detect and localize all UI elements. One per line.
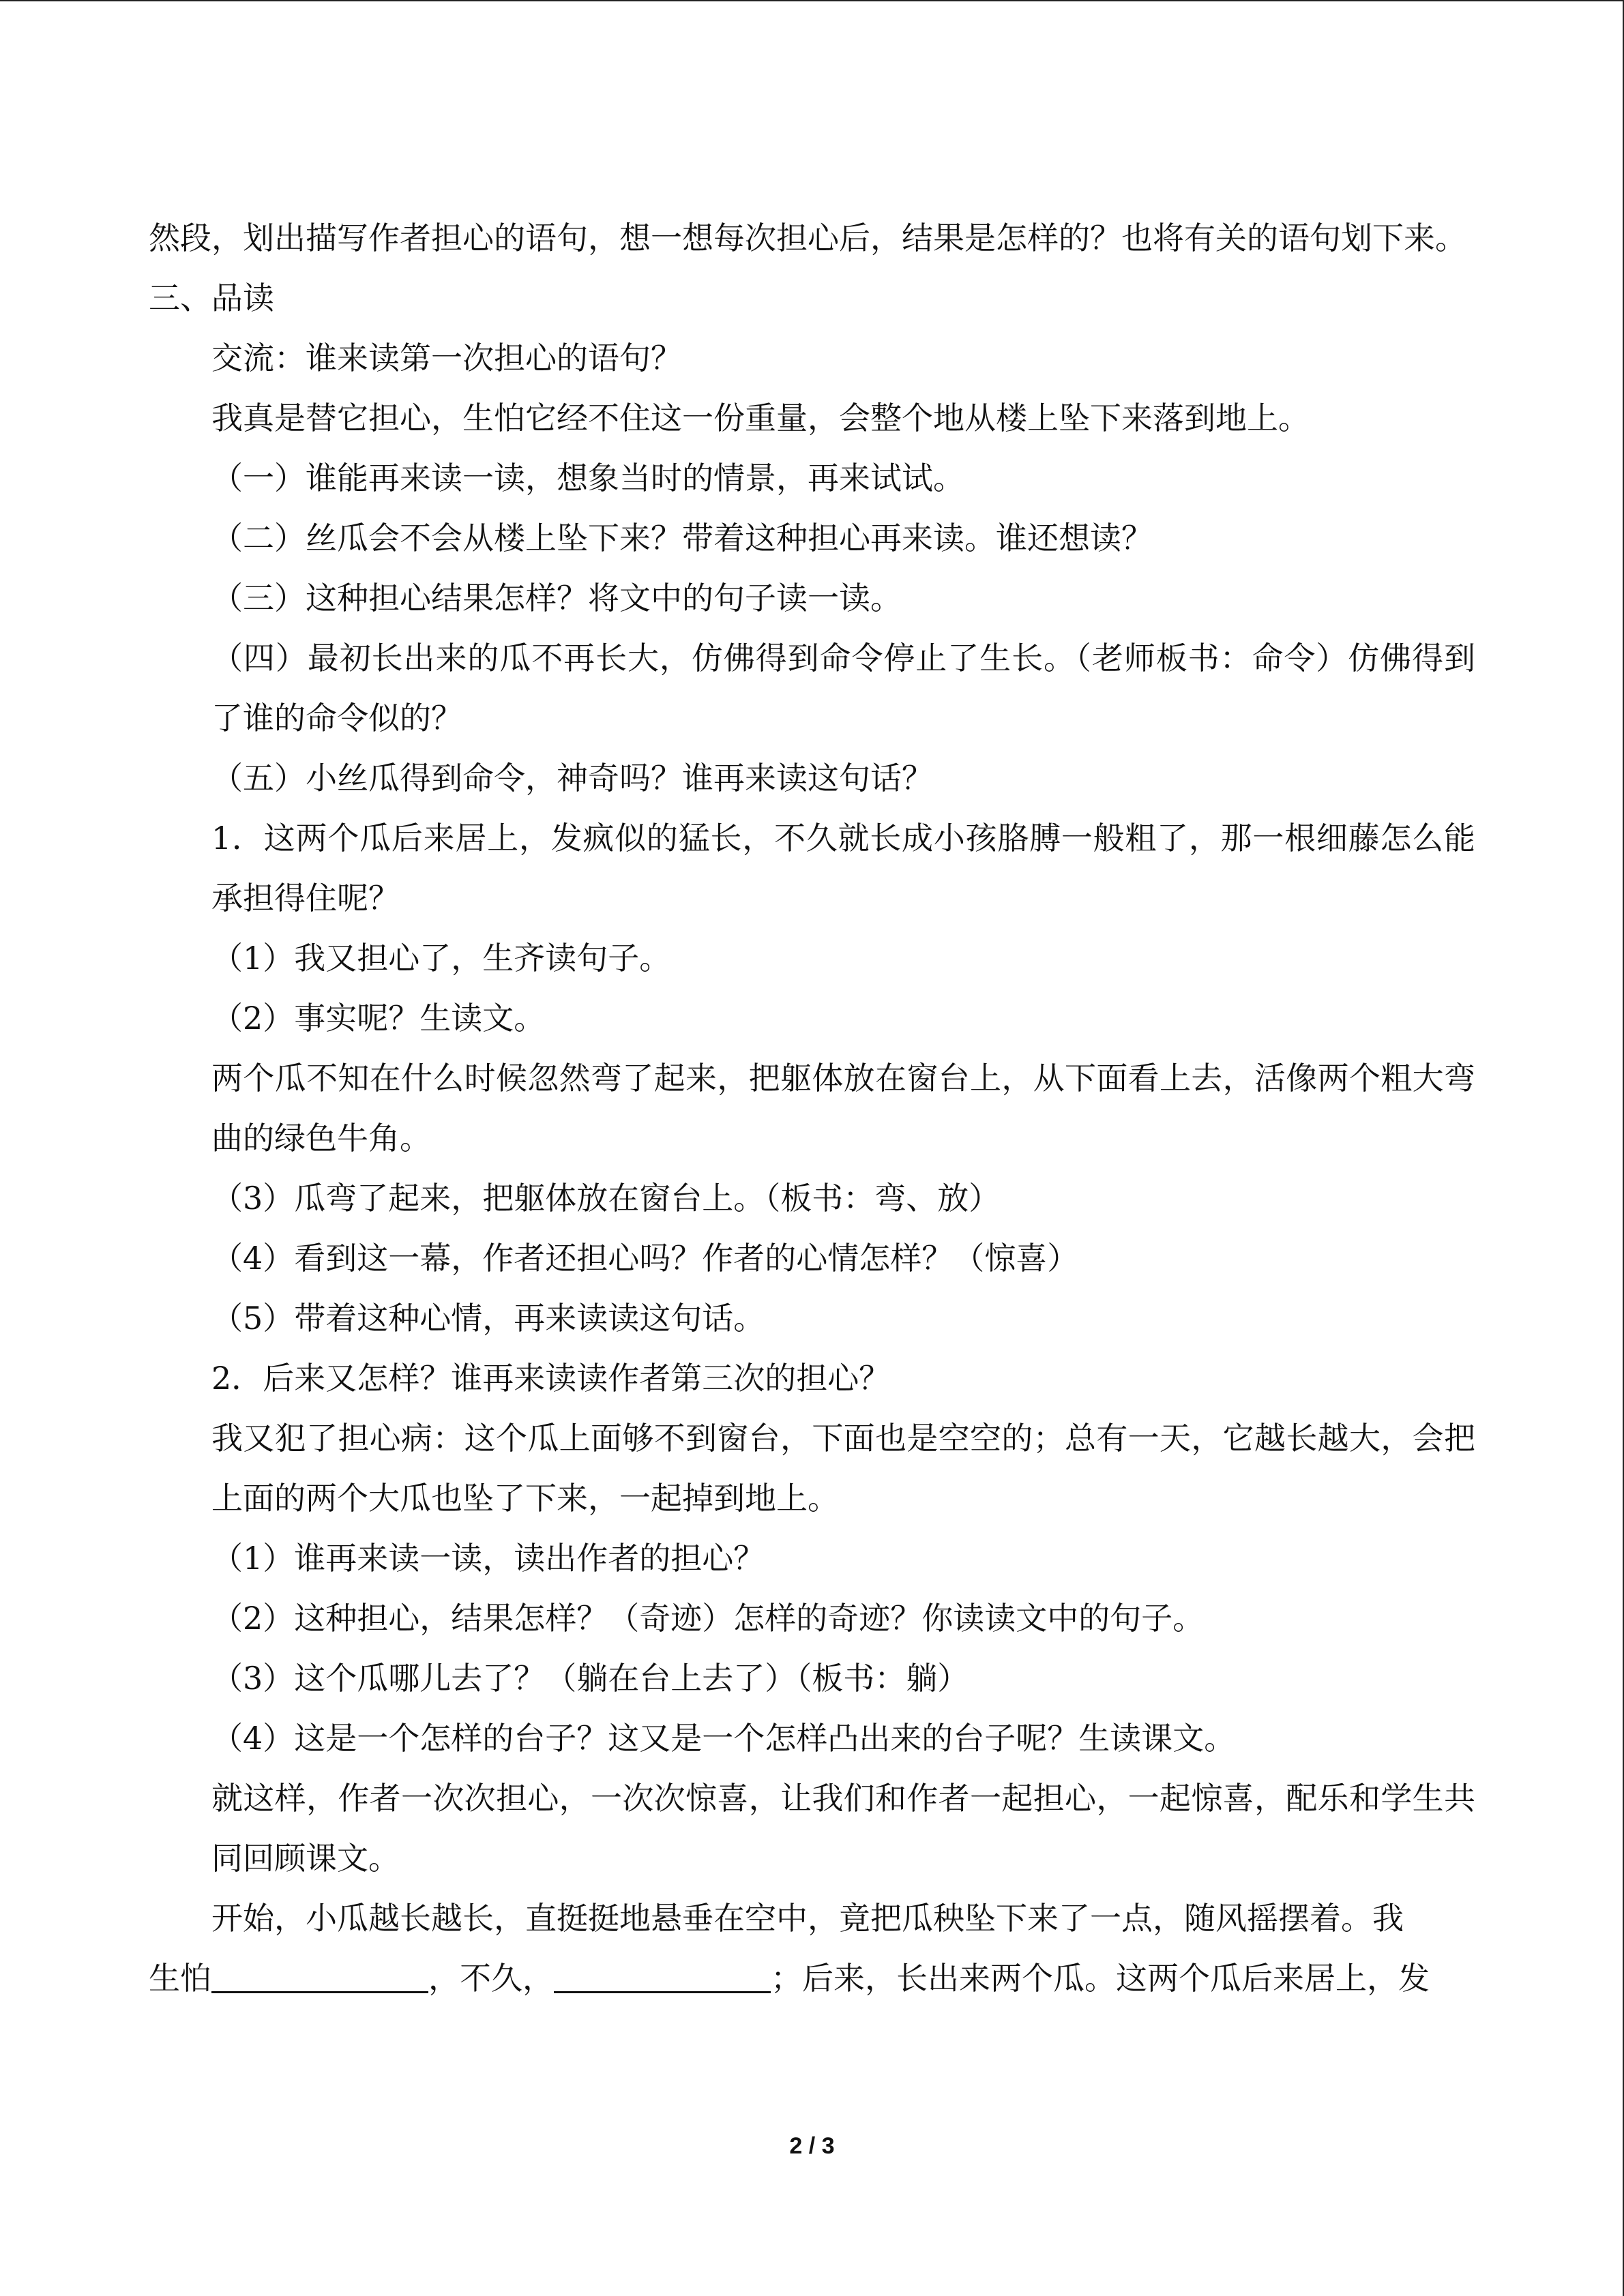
list-item: （1）我又担心了，生齐读句子。 xyxy=(211,940,671,976)
quote-paragraph: 我真是替它担心，生怕它经不住这一份重量，会整个地从楼上坠下来落到地上。 xyxy=(211,400,1310,436)
list-item: （三）这种担心结果怎样？将文中的句子读一读。 xyxy=(211,580,902,616)
document-body xyxy=(149,208,1475,2008)
list-item: （4）看到这一幕，作者还担心吗？作者的心情怎样？（惊喜） xyxy=(211,1240,1079,1277)
fill-in-blank-2 xyxy=(554,1991,771,1993)
fill-in-text-a: 生怕 xyxy=(149,1960,211,1997)
list-item: （五）小丝瓜得到命令，神奇吗？谁再来读这句话？ xyxy=(211,760,933,796)
list-item: （3）这个瓜哪儿去了？（躺在台上去了）（板书：躺） xyxy=(211,1660,969,1697)
paragraph: 就这样，作者一次次担心，一次次惊喜，让我们和作者一起担心，一起惊喜，配乐和学生共同回顾课文。 xyxy=(211,1780,1475,1877)
list-item: （2）事实呢？生读文。 xyxy=(211,1000,546,1037)
quote-paragraph: 两个瓜不知在什么时候忽然弯了起来，把躯体放在窗台上，从下面看上去，活像两个粗大弯曲的绿色牛角。 xyxy=(211,1060,1475,1157)
fill-in-text-b: ，不久， xyxy=(428,1960,554,1997)
paragraph: 然段，划出描写作者担心的语句，想一想每次担心后，结果是怎样的？也将有关的语句划下来。 xyxy=(149,220,1466,256)
page-number: 2 / 3 xyxy=(789,2133,835,2159)
fill-in-line-1: 开始，小瓜越长越长，直挺挺地悬垂在空中，竟把瓜秧坠下来了一点，随风摇摆着。我 xyxy=(211,1900,1404,1937)
section-heading: 三、品读 xyxy=(149,280,274,316)
list-item: （4）这是一个怎样的台子？这又是一个怎样凸出来的台子呢？生读课文。 xyxy=(211,1720,1236,1757)
list-item: （3）瓜弯了起来，把躯体放在窗台上。（板书：弯、放） xyxy=(211,1180,1001,1217)
list-item: （1）谁再来读一读，读出作者的担心？ xyxy=(211,1540,765,1577)
fill-in-text-c: ；后来，长出来两个瓜。这两个瓜后来居上，发 xyxy=(771,1960,1430,1997)
list-item: （四）最初长出来的瓜不再长大，仿佛得到命令停止了生长。（老师板书：命令）仿佛得到了谁的命令似的？ xyxy=(211,640,1475,736)
list-item: 2．后来又怎样？谁再来读读作者第三次的担心？ xyxy=(211,1360,891,1397)
list-item: （一）谁能再来读一读，想象当时的情景，再来试试。 xyxy=(211,460,964,496)
fill-in-blank-1 xyxy=(211,1991,428,1993)
paragraph: 交流：谁来读第一次担心的语句？ xyxy=(211,340,682,376)
list-item: 1．这两个瓜后来居上，发疯似的猛长，不久就长成小孩胳膊一般粗了，那一根细藤怎么能承担得住呢？ xyxy=(211,820,1475,916)
list-item: （2）这种担心，结果怎样？（奇迹）怎样的奇迹？你读读文中的句子。 xyxy=(211,1600,1205,1637)
list-item: （5）带着这种心情，再来读读这句话。 xyxy=(211,1300,765,1337)
list-item: （二）丝瓜会不会从楼上坠下来？带着这种担心再来读。谁还想读？ xyxy=(211,520,1153,556)
fill-in-line-2 xyxy=(149,1948,1475,2008)
quote-paragraph: 我又犯了担心病：这个瓜上面够不到窗台，下面也是空空的；总有一天，它越长越大，会把上面的两个大瓜也坠了下来，一起掉到地上。 xyxy=(211,1420,1475,1517)
